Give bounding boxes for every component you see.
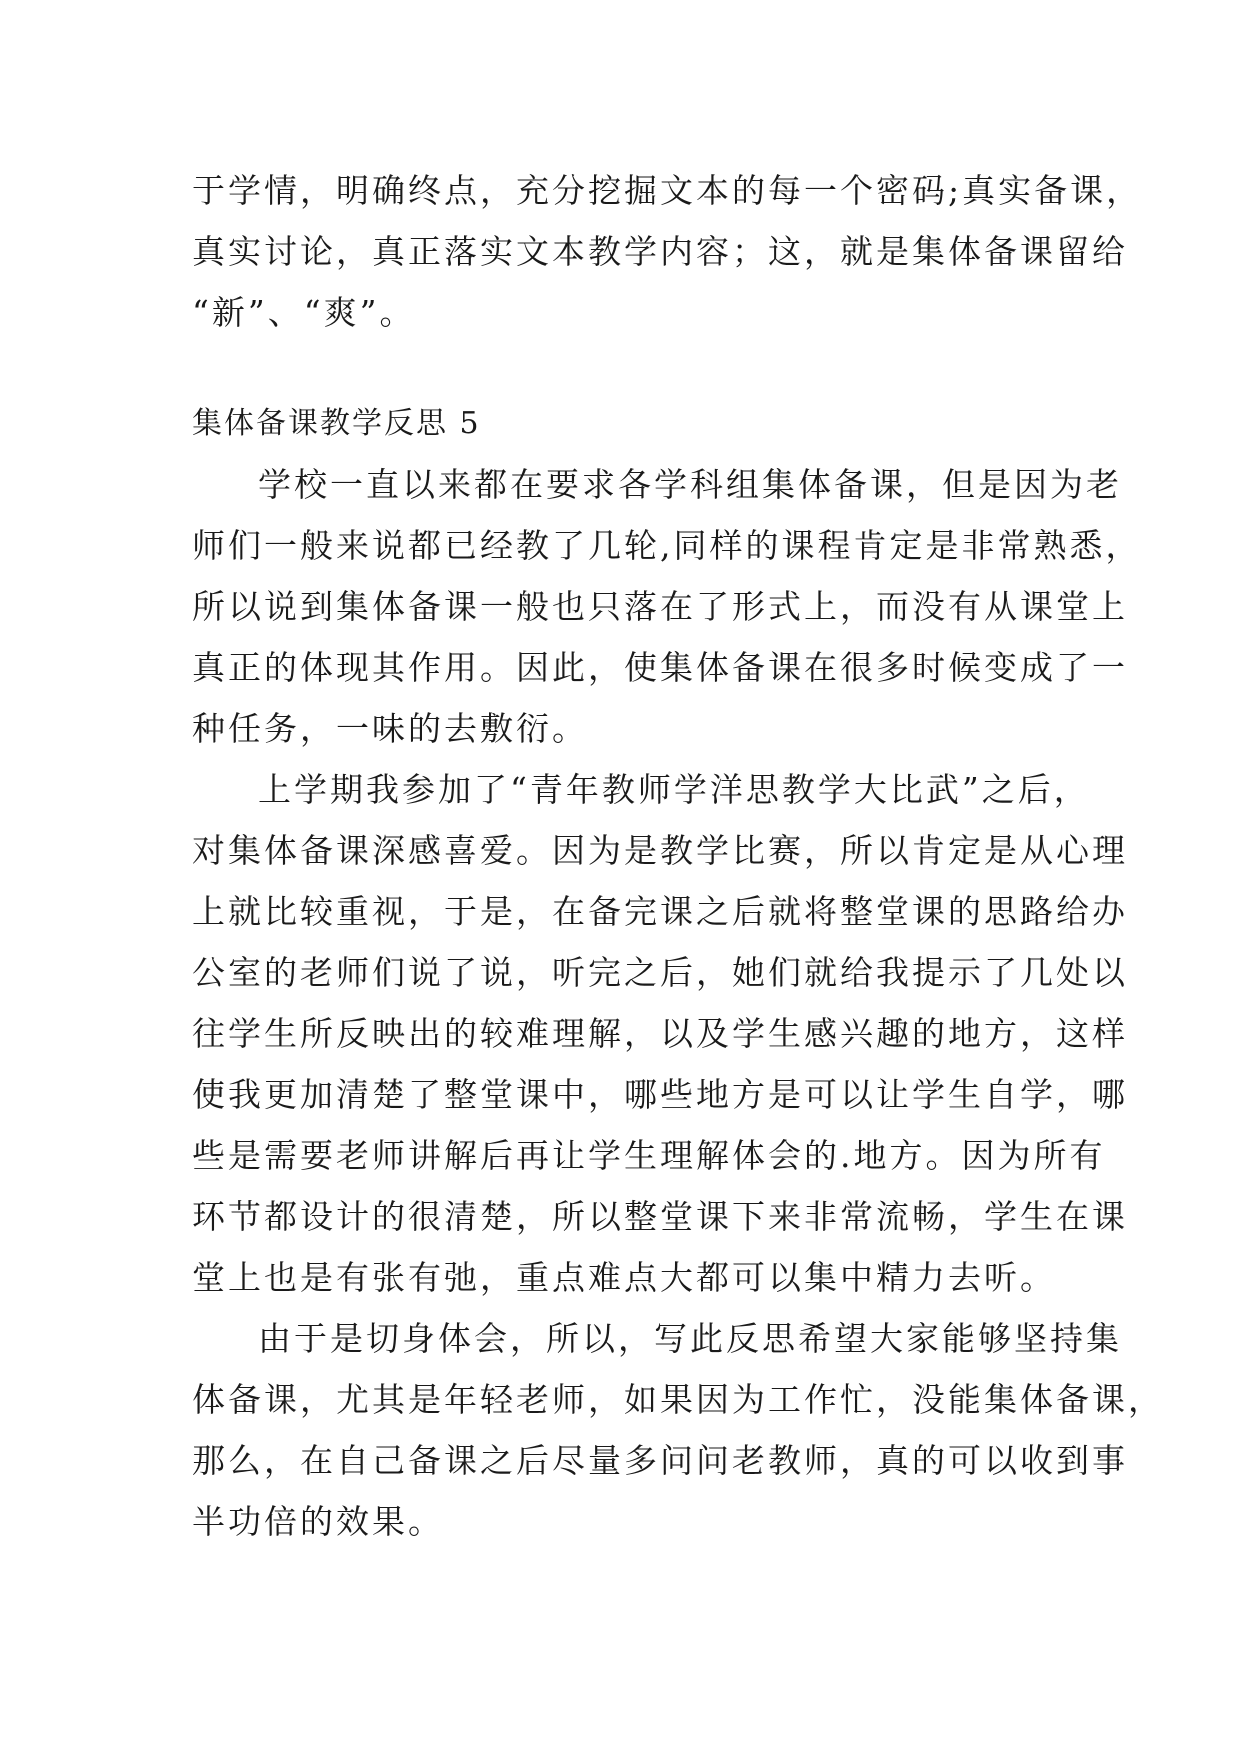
- text-line: 上学期我参加了“青年教师学洋思教学大比武”之后，: [258, 770, 1090, 809]
- text-line: 上就比较重视，于是，在备完课之后就将整堂课的思路给办: [192, 892, 1128, 931]
- text-line: 使我更加清楚了整堂课中，哪些地方是可以让学生自学，哪: [192, 1075, 1128, 1114]
- text-line: 体备课，尤其是年轻老师，如果因为工作忙，没能集体备课，: [192, 1380, 1164, 1419]
- paragraph-3: [192, 1308, 1164, 1552]
- section-title: 集体备课教学反思 5: [192, 406, 481, 441]
- text-line: 种任务，一味的去敷衍。: [192, 709, 588, 748]
- text-line: 由于是切身体会，所以，写此反思希望大家能够坚持集: [258, 1319, 1122, 1358]
- text-line: 真正的体现其作用。因此，使集体备课在很多时候变成了一: [192, 648, 1128, 687]
- text-line: 往学生所反映出的较难理解，以及学生感兴趣的地方，这样: [192, 1014, 1128, 1053]
- text-line: 半功倍的效果。: [192, 1502, 444, 1541]
- text-line: 真实讨论，真正落实文本教学内容；这，就是集体备课留给: [192, 232, 1128, 271]
- text-line: 所以说到集体备课一般也只落在了形式上，而没有从课堂上: [192, 587, 1128, 626]
- text-line: 于学情，明确终点，充分挖掘文本的每一个密码;真实备课，: [192, 171, 1143, 210]
- text-line: 那么，在自己备课之后尽量多问问老教师，真的可以收到事: [192, 1441, 1128, 1480]
- paragraph-2: [192, 759, 1128, 1308]
- intro-text: [192, 160, 1143, 343]
- text-line: 些是需要老师讲解后再让学生理解体会的.地方。因为所有: [192, 1136, 1106, 1175]
- text-line: 学校一直以来都在要求各学科组集体备课，但是因为老: [258, 465, 1122, 504]
- text-line: 堂上也是有张有弛，重点难点大都可以集中精力去听。: [192, 1258, 1056, 1297]
- text-line: 环节都设计的很清楚，所以整堂课下来非常流畅，学生在课: [192, 1197, 1128, 1236]
- text-line: 师们一般来说都已经教了几轮,同样的课程肯定是非常熟悉，: [192, 526, 1142, 565]
- text-line: “新”、“爽”。: [192, 293, 416, 332]
- document-page: [192, 160, 1164, 1552]
- text-line: 公室的老师们说了说，听完之后，她们就给我提示了几处以: [192, 953, 1128, 992]
- text-line: 对集体备课深感喜爱。因为是教学比赛，所以肯定是从心理: [192, 831, 1128, 870]
- paragraph-1: [192, 454, 1142, 759]
